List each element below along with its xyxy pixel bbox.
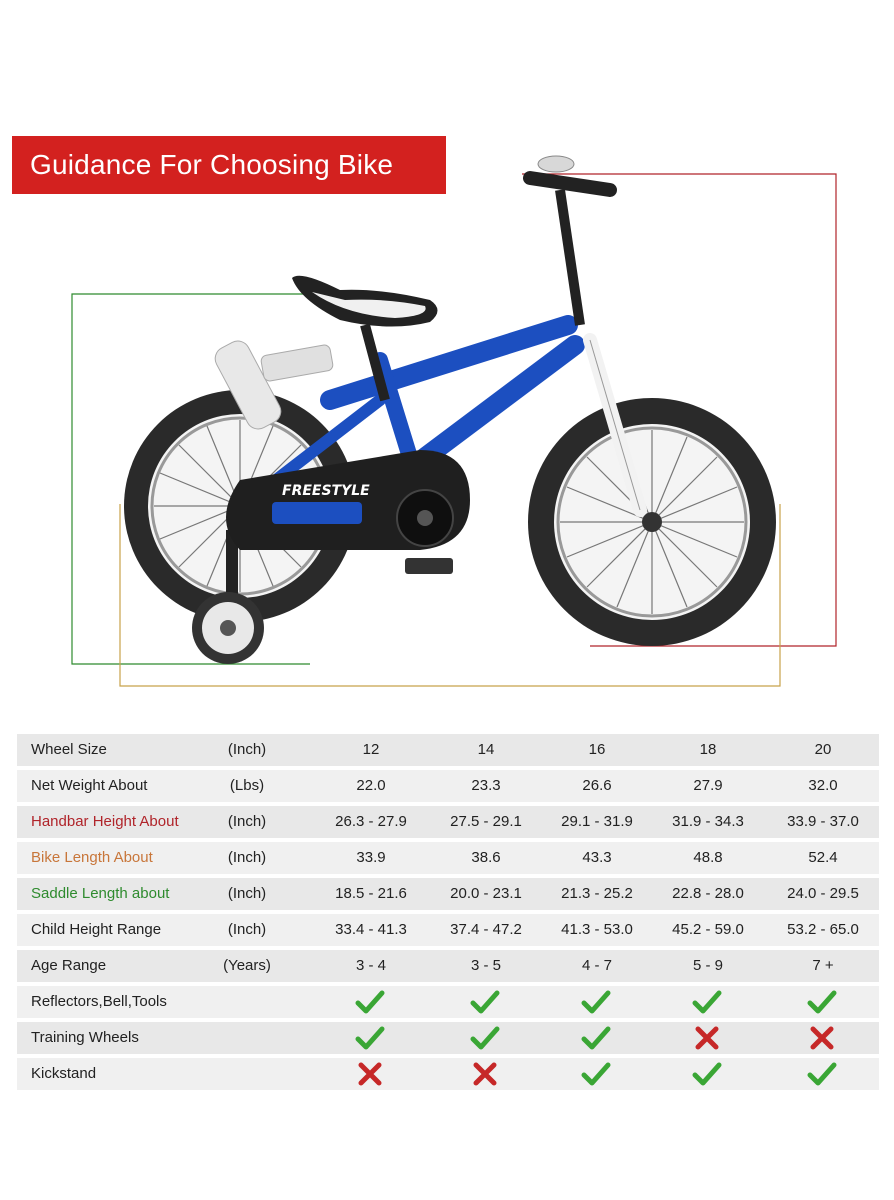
table-cell: 18	[699, 741, 717, 758]
table-cell: 23.3	[471, 777, 501, 794]
row-label: Reflectors,Bell,Tools	[31, 993, 167, 1010]
table-cell: 43.3	[582, 849, 612, 866]
frame-logo-text: FREESTYLE	[282, 483, 370, 499]
table-cell: 5 - 9	[692, 957, 723, 974]
stem	[560, 190, 580, 325]
table-row	[17, 1058, 879, 1090]
table-row	[17, 734, 879, 766]
table-cell: 18.5 - 21.6	[335, 885, 407, 902]
row-unit: (Inch)	[227, 885, 267, 902]
table-cell: 32.0	[808, 777, 838, 794]
row-unit: (Years)	[223, 957, 271, 974]
table-cell: 48.8	[693, 849, 723, 866]
row-label: Saddle Length about	[31, 885, 170, 902]
table-cell: 29.1 - 31.9	[561, 813, 633, 830]
front-wheel	[528, 398, 776, 646]
table-cell: 22.0	[356, 777, 386, 794]
row-label: Child Height Range	[31, 921, 162, 938]
table-cell: 33.9	[356, 849, 386, 866]
table-cell: 7 +	[812, 957, 834, 974]
row-label: Age Range	[31, 957, 107, 974]
row-label: Handbar Height About	[31, 813, 179, 830]
table-cell: 20	[814, 741, 832, 758]
table-cell: 52.4	[808, 849, 838, 866]
handlebar	[530, 178, 610, 190]
table-row	[17, 1022, 879, 1054]
spec-table	[17, 734, 879, 1094]
table-row	[17, 806, 879, 838]
table-cell: 12	[362, 741, 380, 758]
table-cell: 53.2 - 65.0	[787, 921, 859, 938]
row-label: Kickstand	[31, 1065, 97, 1082]
table-cell: 26.3 - 27.9	[335, 813, 407, 830]
table-cell: 3 - 5	[470, 957, 501, 974]
table-cell: 4 - 7	[581, 957, 612, 974]
table-cell: 26.6	[582, 777, 612, 794]
table-cell: 45.2 - 59.0	[672, 921, 744, 938]
row-unit: (Inch)	[227, 849, 267, 866]
table-cell: 27.5 - 29.1	[450, 813, 522, 830]
table-row	[17, 986, 879, 1018]
table-cell: 16	[588, 741, 606, 758]
table-cell: 21.3 - 25.2	[561, 885, 633, 902]
table-row	[17, 878, 879, 910]
table-cell: 3 - 4	[355, 957, 386, 974]
row-label: Bike Length About	[31, 849, 153, 866]
table-cell: 41.3 - 53.0	[561, 921, 633, 938]
table-cell: 14	[477, 741, 495, 758]
row-unit: (Inch)	[227, 921, 267, 938]
table-cell: 24.0 - 29.5	[787, 885, 859, 902]
table-cell: 31.9 - 34.3	[672, 813, 744, 830]
table-row	[17, 770, 879, 802]
table-cell: 22.8 - 28.0	[672, 885, 744, 902]
table-row	[17, 950, 879, 982]
bell-icon	[538, 156, 574, 172]
table-cell: 27.9	[693, 777, 723, 794]
row-unit: (Lbs)	[229, 777, 265, 794]
table-cell: 33.9 - 37.0	[787, 813, 859, 830]
row-label: Training Wheels	[31, 1029, 139, 1046]
bike-drawing	[0, 150, 894, 710]
row-unit: (Inch)	[227, 741, 267, 758]
table-cell: 20.0 - 23.1	[450, 885, 522, 902]
row-unit: (Inch)	[227, 813, 267, 830]
row-label: Wheel Size	[31, 741, 107, 758]
table-cell: 33.4 - 41.3	[335, 921, 407, 938]
table-row	[17, 914, 879, 946]
table-cell: 38.6	[471, 849, 501, 866]
guidance-banner: Guidance For Choosing Bike	[12, 136, 446, 194]
table-cell: 37.4 - 47.2	[450, 921, 522, 938]
bike-illustration	[0, 150, 894, 710]
row-label: Net Weight About	[31, 777, 148, 794]
table-row	[17, 842, 879, 874]
